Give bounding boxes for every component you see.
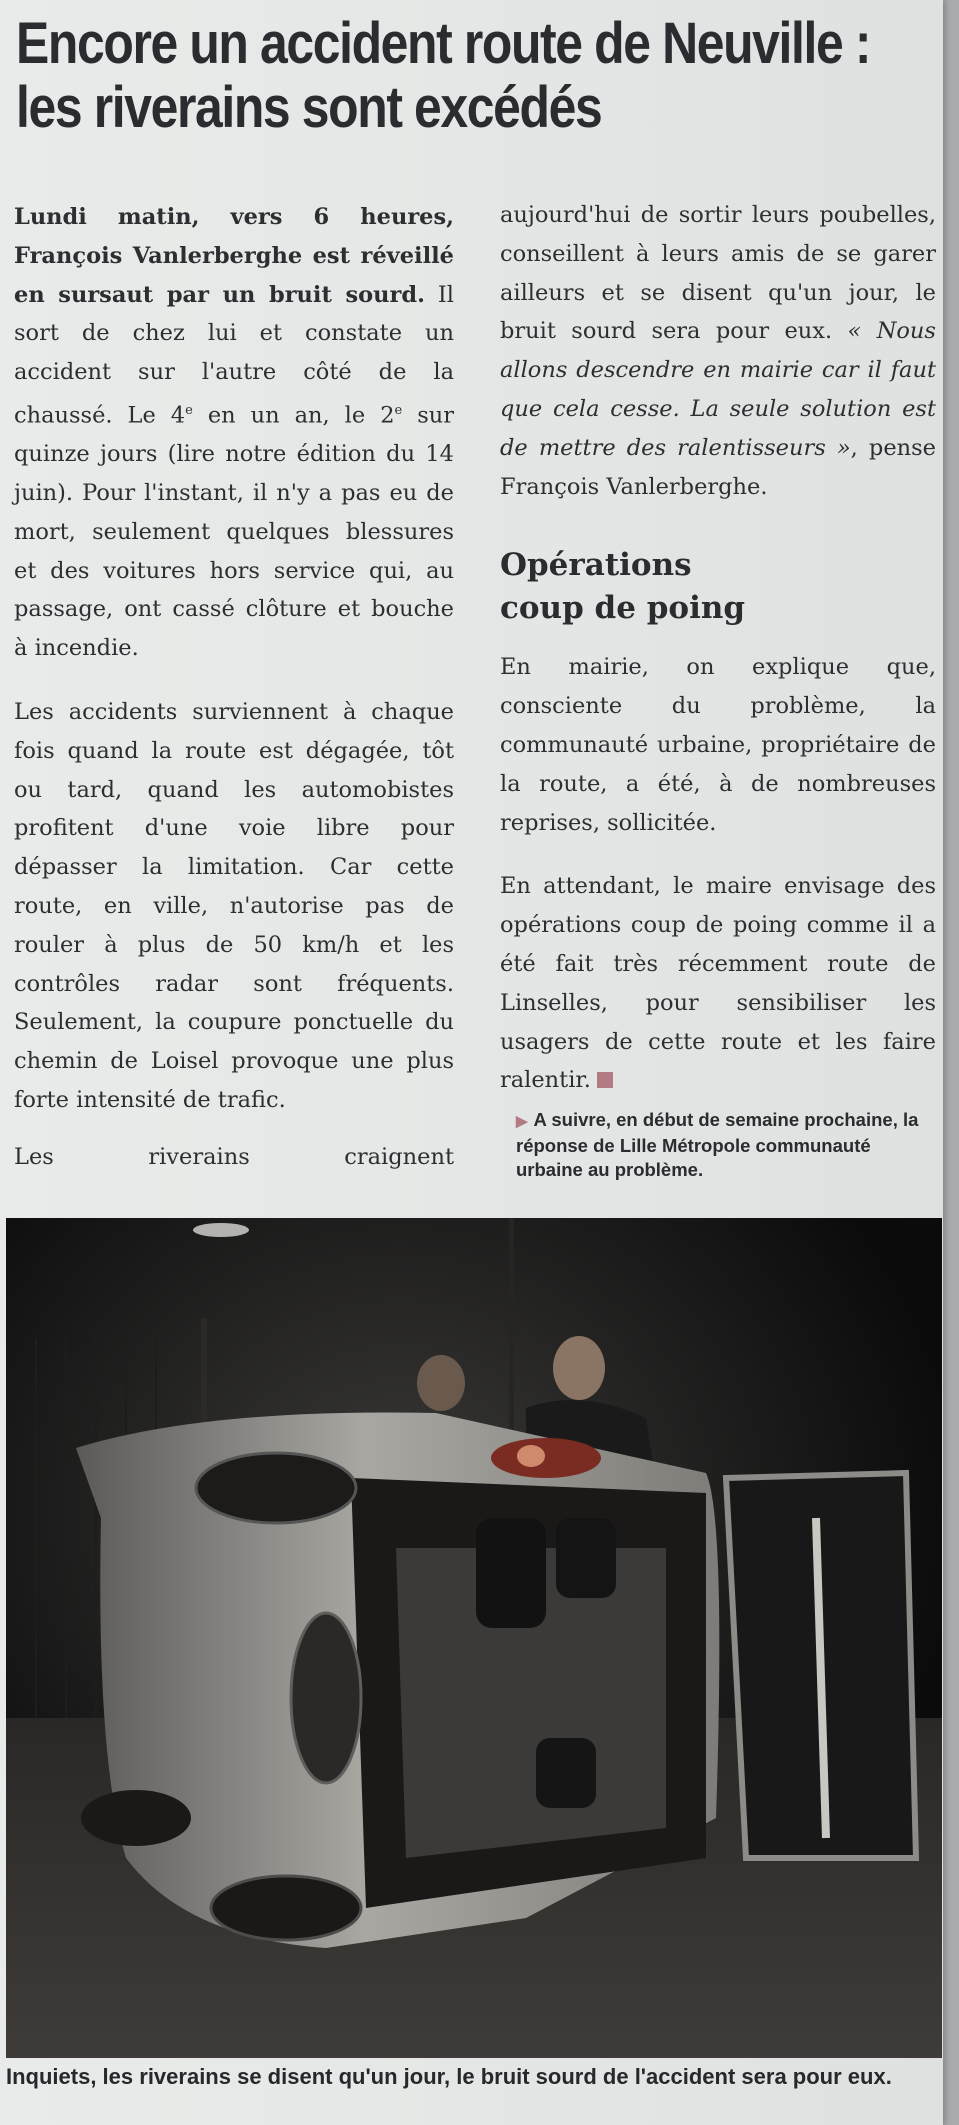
accident-photo — [6, 1218, 942, 2058]
paragraph-2: Les accidents surviennent à chaque fois quand la route est dégagée, tôt ou tard, quand les automobistes profitent d'une voie libre pour dépasser la limitation. Car cette route, en ville, n'autorise pas de rouler à plus de 50 km/h et les contrôles radar sont fréquents. Seulement, la coupure ponctuelle du chemin de Loisel provoque une plus forte intensité de trafic. — [14, 699, 454, 1114]
paragraph-1: Lundi matin, vers 6 heures, François Vanlerberghe est réveillé en sursaut par un bruit sourd. Il sort de chez lui et constate un accident sur l'autre côté de la chaussé. Le 4e en un an, le 2e sur quinze jours (lire notre édition du 14 juin). Pour l'instant, il n'y a pas eu de mort, seulement quelques blessures et des voitures hors service qui, au passage, ont cassé clôture et bouche à incendie. — [14, 204, 455, 662]
triangle-right-icon: ▶ — [516, 1113, 528, 1130]
article-headline — [16, 11, 871, 140]
paragraph-3-continued: aujourd'hui de sortir leurs poubelles, conseillent à leurs amis de se garer ailleurs et se disent qu'un jour, le bruit sourd sera pour eux. « Nous allons descendre en mairie car il faut que cela cesse. La seule solution est de mettre des ralentisseurs », pense François Vanlerberghe. — [500, 202, 936, 500]
headline-line-2: les riverains sont excédés — [16, 75, 602, 140]
follow-up-note: ▶ A suivre, en début de semaine prochaine, la réponse de Lille Métropole communauté urbaine au problème. — [516, 1109, 919, 1180]
photo-caption: Inquiets, les riverains se disent qu'un jour, le bruit sourd de l'accident sera pour eux. — [6, 2064, 892, 2089]
paragraph-5: En attendant, le maire envisage des opérations coup de poing comme il a été fait très récemment route de Linselles, pour sensibiliser les usagers de cette route et les faire ralentir. — [500, 873, 936, 1094]
subheading: Opérations coup de poing — [500, 547, 746, 627]
paragraph-3-start: Les riverains craignent — [14, 1143, 454, 1170]
left-column — [14, 198, 454, 1177]
lead-text: Lundi matin, vers 6 heures, François Vanlerberghe est réveillé en sursaut par un bruit sourd. — [14, 204, 454, 308]
overturned-car-illustration — [6, 1218, 942, 2058]
resident-quote: « Nous allons descendre en mairie car il faut que cela cesse. La seule solution est de mettre des ralentisseurs » — [500, 318, 936, 461]
headline-line-1: Encore un accident route de Neuville : — [16, 11, 871, 76]
paragraph-4: En mairie, on explique que, consciente du problème, la communauté urbaine, propriétaire de la route, a été, à de nombreuses reprises, sollicitée. — [500, 654, 936, 836]
square-end-icon — [597, 1072, 613, 1088]
right-column — [500, 196, 936, 1100]
